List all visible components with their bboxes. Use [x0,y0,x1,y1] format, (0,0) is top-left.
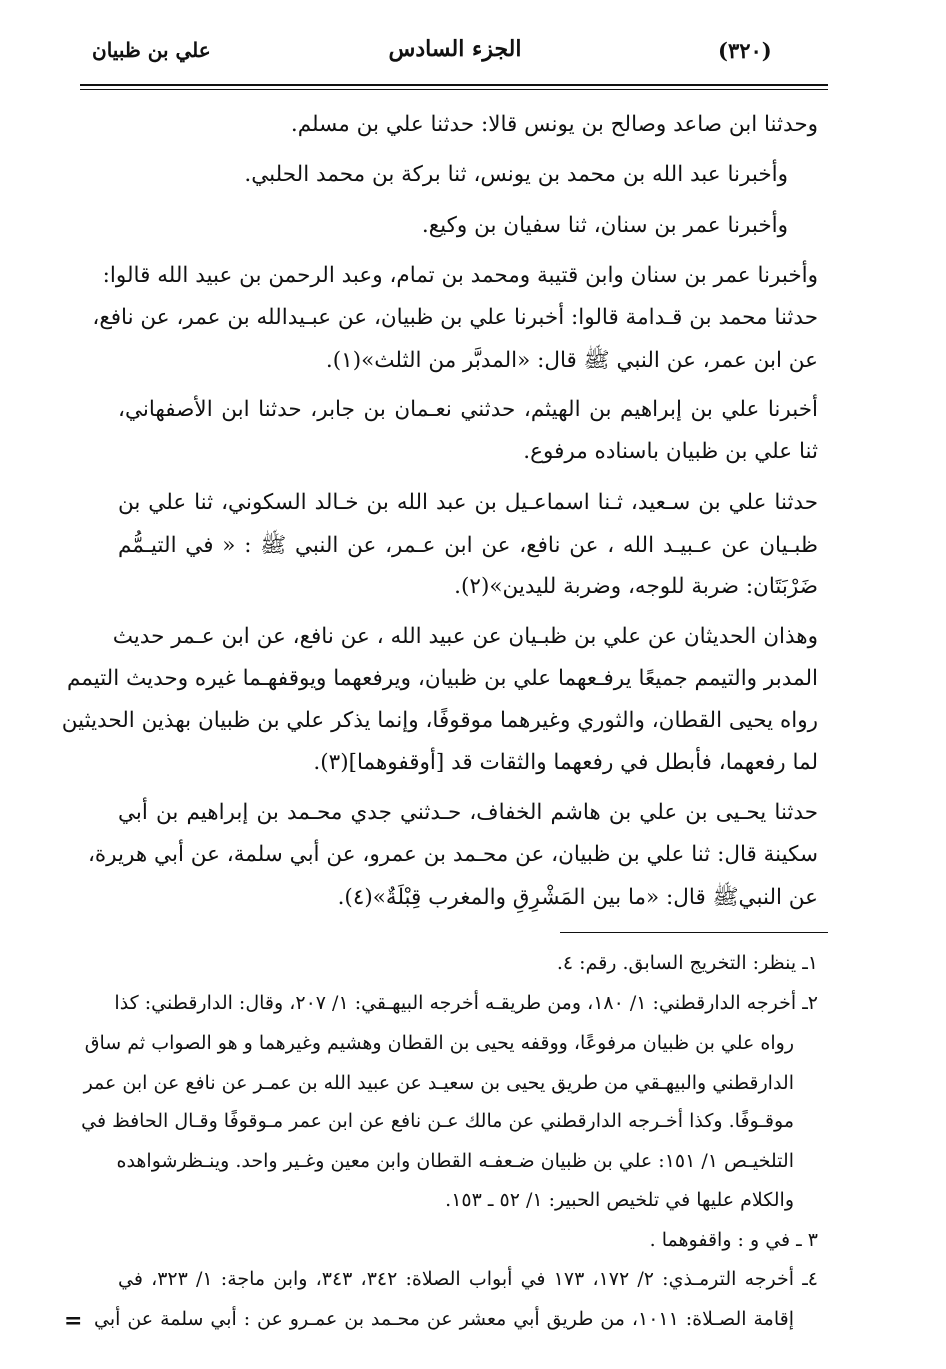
body-line: لما رفعهما، فأبطل في رفعهما والثقات قد [أوقفوهما](٣). [313,750,818,775]
body-line: المدبر والتيمم جميعًا يرفـعهما علي بن ظبيان، ويرفعهما ويوقفهـما غيره وحديث التيمم [66,666,818,691]
body-line: ضَرْبَتَان: ضربة للوجه، وضربة لليدين»(٢). [454,574,818,599]
volume-title: الجزء السادس [388,36,522,62]
body-line: ظبـيان عن عـبيـد الله ، عن نافع، عن ابن عـمر، عن النبي ﷺ : « في التيـمُّم [118,533,818,558]
body-line: ثنا علي بن ظبيان باسناده مرفوع. [523,439,818,464]
body-line: عن ابن عمر، عن النبي ﷺ قال: «المدبَّر من الثلث»(١). [325,348,818,373]
body-line: وأخبرنا عمر بن سنان وابن قتيبة ومحمد بن تمام، وعبد الرحمن بن عبيد الله قالوا: [102,263,818,288]
body-line: حدثنا محمد بن قـدامة قالوا: أخبرنا علي بن ظبيان، عن عبـيدالله بن عمر، عن نافع، [92,305,818,330]
body-line: حدثنا يحـيى بن علي بن هاشم الخفاف، حـدثني جدي محـمد بن إبراهيم بن أبي [118,800,818,825]
body-line: حدثنا علي بن سـعيد، ثـنا اسماعـيل بن عبد الله بن خـالد السكوني، ثنا علي بن [118,490,818,515]
footnote-line: ٣ ـ في و : واقفوهما . [649,1229,818,1251]
footnote-line: ٤ـ أخرجه الترمـذي: ٢/ ١٧٢، ١٧٣ في أبواب الصلاة: ٣٤٢، ٣٤٣، وابن ماجة: ١/ ٣٢٣، في [118,1268,818,1290]
body-line: وأخبرنا عمر بن سنان، ثنا سفيان بن وكيع. [421,213,788,238]
footnote-line: موقـوفًا. وكذا أخـرجه الدارقطني عن مالك عـن نافع عن ابن عمر مـوقوفًا وقـال الحافظ في [81,1110,794,1132]
footnote-line: إقامة الصـلاة: ١٠١١، من طريق أبي معشر عن محـمد بن عمـرو عن : أبي سلمة عن أبي [94,1308,794,1330]
footnote-line: والكلام عليها في تلخيص الحبير: ١/ ٥٢ ـ ١٥٣. [445,1189,794,1211]
body-line: عن النبيﷺ قال: «ما بين المَشْرِقِ والمغرب قِبْلَةٌ»(٤). [337,885,818,910]
header-rule-thin [80,89,828,90]
body-line: وهذان الحديثان عن علي بن ظبـيان عن عبيد الله ، عن نافع، عن ابن عـمر حديث [112,624,818,649]
header-rule [80,84,828,86]
continuation-mark: = [64,1308,83,1334]
body-line: وحدثنا ابن صاعد وصالح بن يونس قالا: حدثنا علي بن مسلم. [290,112,818,137]
body-line: رواه يحيى القطان، والثوري وغيرهما موقوفًا، وإنما يذكر علي بن ظبيان بهذين الحديثين [61,708,818,733]
body-line: أخبرنا علي بن إبراهيم بن الهيثم، حدثني نعـمان بن جابر، حدثنا ابن الأصفهاني، [118,397,818,422]
footnote-separator [560,932,828,933]
footnote-line: الدارقطني والبيهـقي من طريق يحيى بن سعيـد عن عبيد الله بن عمـر عن نافع عن ابن عمر [83,1072,794,1094]
body-line: وأخبرنا عبد الله بن محمد بن يونس، ثنا بركة بن محمد الحلبي. [244,162,788,187]
chapter-title: علي بن ظبيان [92,38,211,62]
footnote-line: ٢ـ أخرجه الدارقطني: ١/ ١٨٠، ومن طريقـه أخرجه البيهـقي: ١/ ٢٠٧، وقال: الدارقطني: كذا [114,992,818,1014]
footnote-line: ١ـ ينظر: التخريج السابق. رقم: ٤. [556,952,818,974]
footnote-line: رواه علي بن ظبيان مرفوعًا، ووقفه يحيى بن القطان وهشيم وغيرهما و هو الصواب ثم ساق [84,1032,794,1054]
footnote-line: التلخيـص ١/ ١٥١: علي بن ظبيان ضـعفـه القطان وابن معين وغـير واحد. وينـظرشواهده [116,1150,794,1172]
page-number: (٣٢٠) [718,38,772,63]
body-line: سكينة قال: ثنا علي بن ظبيان، عن محـمد بن عمرو، عن أبي سلمة، عن أبي هريرة، [87,842,818,867]
